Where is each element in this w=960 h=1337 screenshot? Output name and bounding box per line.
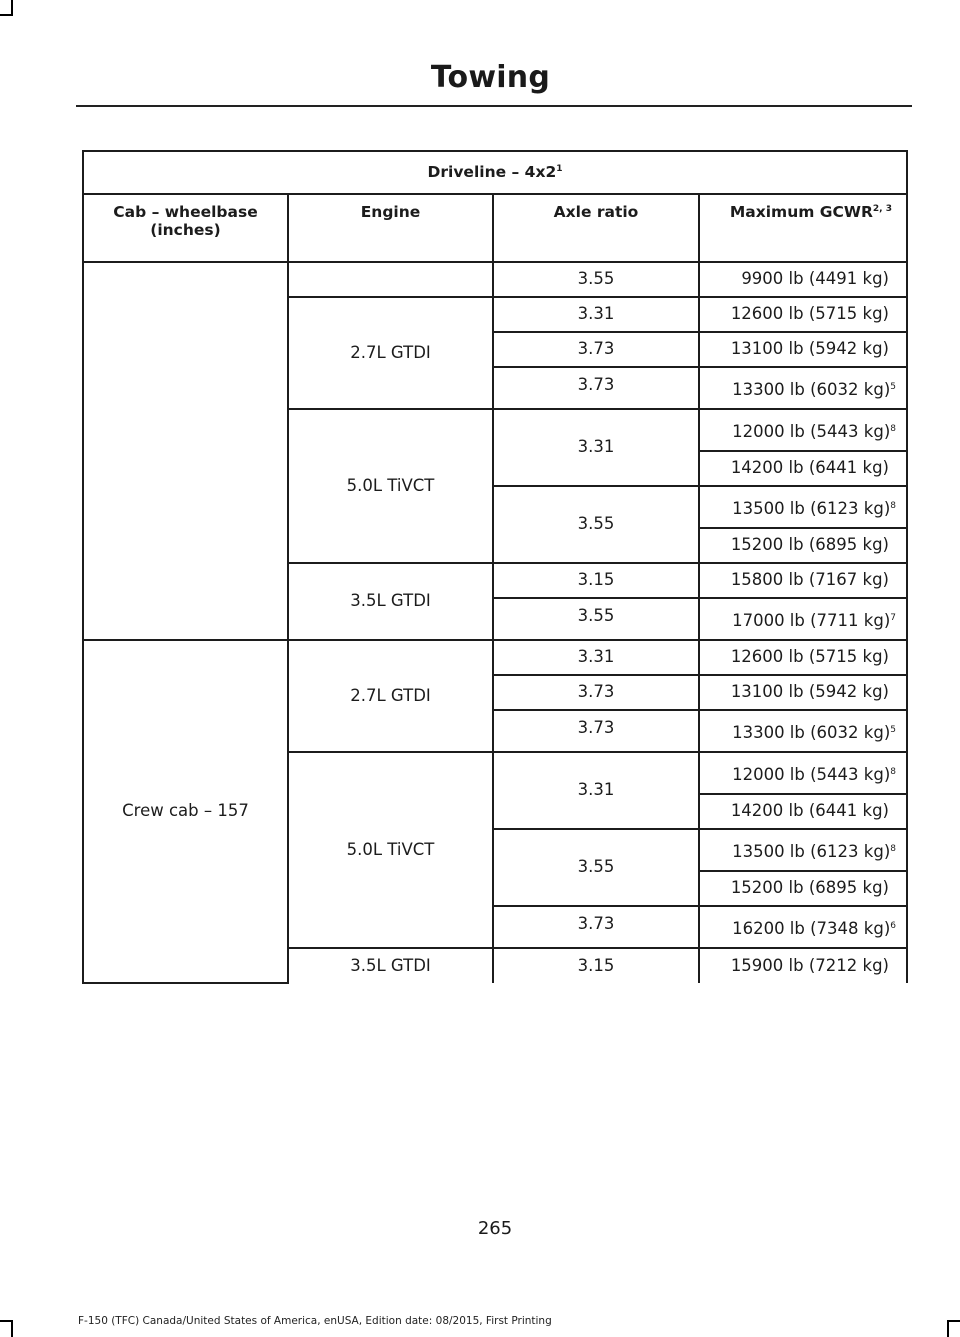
table-row [83,262,907,297]
gcwr-value: 13300 lb (6032 kg) [732,380,891,400]
axle-cell: 3.55 [493,598,699,640]
gcwr-cell [699,409,907,451]
towing-table [82,150,908,984]
axle-cell: 3.73 [493,710,699,752]
header-engine: Engine [288,194,493,262]
caption-footnote: 1 [556,163,563,174]
gcwr-cell: 14200 lb (6441 kg) [699,794,907,829]
header-gcwr-text: Maximum GCWR [729,203,873,221]
axle-cell: 3.55 [493,486,699,563]
gcwr-footnote: 5 [890,382,896,393]
gcwr-value: 16200 lb (7348 kg) [732,919,891,939]
gcwr-footnote: 8 [890,767,896,778]
header-axle-ratio: Axle ratio [493,194,699,262]
gcwr-value: 12000 lb (5443 kg) [732,422,891,442]
gcwr-cell: 15900 lb (7212 kg) [699,948,907,983]
axle-cell: 3.15 [493,948,699,983]
header-gcwr-footnote: 2, 3 [872,204,892,214]
table-caption [83,151,907,194]
gcwr-cell [699,486,907,528]
axle-cell: 3.73 [493,906,699,948]
gcwr-value: 13300 lb (6032 kg) [732,723,891,743]
axle-cell: 3.73 [493,332,699,367]
axle-cell: 3.73 [493,675,699,710]
gcwr-cell: 13100 lb (5942 kg) [699,675,907,710]
gcwr-cell [699,367,907,409]
gcwr-cell: 13100 lb (5942 kg) [699,332,907,367]
cab-cell [83,262,288,640]
gcwr-value: 13500 lb (6123 kg) [732,842,891,862]
gcwr-cell [699,752,907,794]
engine-cell [288,262,493,297]
axle-cell: 3.73 [493,367,699,409]
gcwr-cell: 14200 lb (6441 kg) [699,451,907,486]
axle-cell: 3.31 [493,297,699,332]
axle-cell: 3.31 [493,409,699,486]
crop-mark [947,1320,960,1322]
engine-cell: 2.7L GTDI [288,297,493,409]
crop-mark [947,1320,949,1337]
gcwr-cell [699,829,907,871]
crop-mark [11,1320,13,1337]
gcwr-cell: 15200 lb (6895 kg) [699,871,907,906]
gcwr-value: 13500 lb (6123 kg) [732,499,891,519]
gcwr-footnote: 5 [890,725,896,736]
header-max-gcwr [699,194,907,262]
axle-cell: 3.15 [493,563,699,598]
axle-cell: 3.55 [493,262,699,297]
gcwr-footnote: 8 [890,424,896,435]
page-footer: F-150 (TFC) Canada/United States of America, enUSA, Edition date: 08/2015, First Printing [78,1315,552,1327]
axle-cell: 3.31 [493,752,699,829]
gcwr-footnote: 8 [890,844,896,855]
gcwr-footnote: 7 [890,613,896,624]
engine-cell: 5.0L TiVCT [288,752,493,948]
gcwr-cell: 12600 lb (5715 kg) [699,640,907,675]
gcwr-cell [699,906,907,948]
engine-cell: 5.0L TiVCT [288,409,493,563]
table-row [83,640,907,675]
gcwr-cell: 15200 lb (6895 kg) [699,528,907,563]
engine-cell: 3.5L GTDI [288,563,493,640]
gcwr-footnote: 8 [890,501,896,512]
engine-cell: 3.5L GTDI [288,948,493,983]
page-number: 265 [477,1218,513,1239]
caption-text: Driveline – 4x2 [427,162,557,181]
axle-cell: 3.55 [493,829,699,906]
gcwr-cell: 9900 lb (4491 kg) [699,262,907,297]
gcwr-cell: 15800 lb (7167 kg) [699,563,907,598]
crop-mark [0,1320,13,1322]
gcwr-cell [699,710,907,752]
crop-mark [0,14,13,16]
axle-cell: 3.31 [493,640,699,675]
gcwr-cell: 12600 lb (5715 kg) [699,297,907,332]
cab-cell: Crew cab – 157 [83,640,288,983]
gcwr-value: 17000 lb (7711 kg) [732,611,891,631]
title-divider [76,105,912,107]
engine-cell: 2.7L GTDI [288,640,493,752]
gcwr-footnote: 6 [890,921,896,932]
header-cab-wheelbase: Cab – wheelbase (inches) [83,194,288,262]
gcwr-cell [699,598,907,640]
gcwr-value: 12000 lb (5443 kg) [732,765,891,785]
page-title: Towing [430,60,550,95]
